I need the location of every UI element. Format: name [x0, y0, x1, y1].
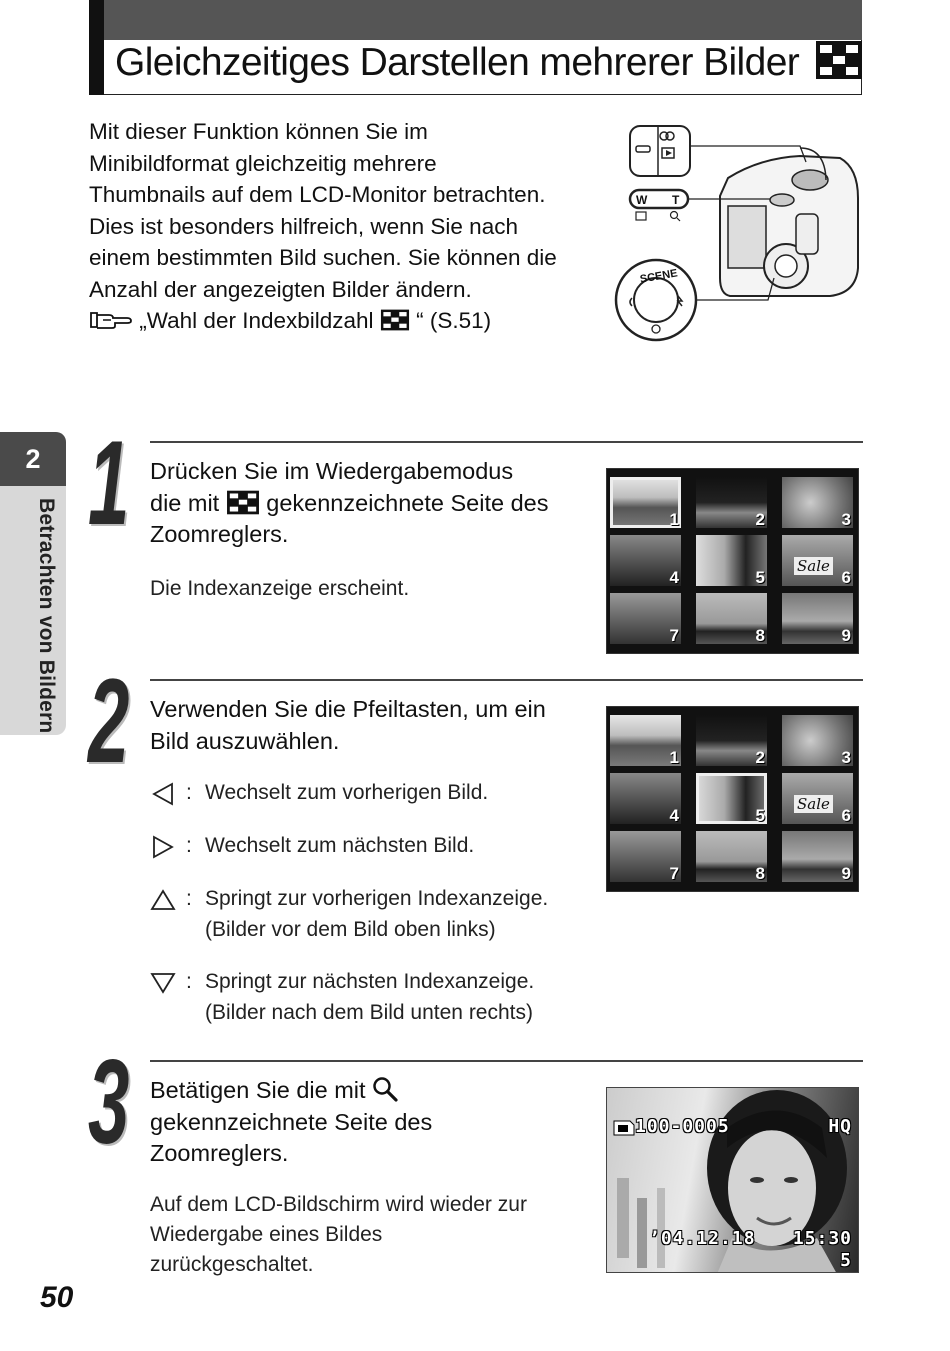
- index-view-icon: [226, 490, 260, 515]
- arrow-instruction: [150, 777, 610, 809]
- index-view-icon: [815, 40, 863, 80]
- thumbnail-number: 5: [755, 568, 765, 586]
- thumbnail-number: 6: [841, 806, 851, 824]
- right-arrow-icon: [150, 835, 176, 859]
- thumbnail-number: 9: [841, 626, 851, 644]
- thumbnail-number: 2: [755, 510, 765, 528]
- step-number: 3: [88, 1035, 130, 1169]
- thumbnail[interactable]: [610, 715, 681, 766]
- thumbnail-number: 4: [669, 568, 679, 586]
- thumbnail[interactable]: [782, 773, 853, 824]
- step-description: Die Indexanzeige erscheint.: [150, 577, 410, 600]
- separator: :: [186, 887, 192, 910]
- arrow-instruction-main: Springt zur nächsten Indexanzeige.: [205, 970, 535, 993]
- intro-text: [89, 116, 609, 337]
- image-quality-icon: [613, 1120, 635, 1136]
- intro-line: Anzahl der angezeigten Bilder ändern.: [89, 276, 472, 302]
- sale-sign-text: Sale: [794, 795, 833, 813]
- thumbnail-number: 1: [669, 748, 679, 766]
- thumbnail[interactable]: [696, 477, 767, 528]
- thumbnail-number: 5: [755, 806, 765, 824]
- thumbnail[interactable]: [782, 831, 853, 882]
- intro-line: Minibildformat gleichzeitig mehrere: [89, 150, 437, 176]
- thumbnail-number: 3: [841, 748, 851, 766]
- thumbnail-number: 9: [841, 864, 851, 882]
- step-heading-text: gekennzeichnete Seite des: [266, 489, 549, 516]
- thumbnail[interactable]: [696, 773, 767, 824]
- left-arrow-icon: [150, 782, 176, 806]
- thumbnail[interactable]: [782, 593, 853, 644]
- zoom-t-label: T: [672, 193, 680, 207]
- step-description: [150, 1190, 590, 1280]
- thumbnail-number: 7: [669, 864, 679, 882]
- step-heading-line: Drücken Sie im Wiedergabemodus: [150, 458, 514, 484]
- step-heading-line: Zoomreglers.: [150, 521, 289, 547]
- thumbnail[interactable]: [610, 773, 681, 824]
- thumbnail[interactable]: [696, 593, 767, 644]
- zoom-w-label: W: [636, 193, 648, 207]
- step-number: 2: [88, 654, 130, 788]
- thumbnail-number: 2: [755, 748, 765, 766]
- up-arrow-icon: [150, 888, 176, 912]
- step-heading: [150, 694, 595, 757]
- chapter-number: 2: [0, 432, 66, 486]
- thumbnail[interactable]: [696, 715, 767, 766]
- thumbnail[interactable]: [610, 593, 681, 644]
- arrow-instruction: [150, 830, 610, 862]
- index-screen: [606, 468, 859, 654]
- arrow-instruction-note: (Bilder nach dem Bild unten rechts): [205, 1001, 533, 1024]
- arrow-instruction-note: (Bilder vor dem Bild oben links): [205, 918, 496, 941]
- arrow-instruction-text: [205, 883, 625, 945]
- page-number: 50: [40, 1281, 74, 1314]
- thumbnail[interactable]: [610, 831, 681, 882]
- single-image-screen: [606, 1087, 859, 1273]
- thumbnail[interactable]: [782, 477, 853, 528]
- intro-line: einem bestimmten Bild suchen. Sie können die: [89, 245, 557, 270]
- thumbnail-number: 6: [841, 568, 851, 586]
- quality-mode: HQ: [828, 1116, 852, 1137]
- step-heading-line: Verwenden Sie die Pfeiltasten, um ein: [150, 696, 546, 722]
- step-description-line: zurückgeschaltet.: [150, 1253, 314, 1276]
- separator: :: [186, 970, 192, 993]
- page-title-text: Gleichzeitiges Darstellen mehrerer Bilder: [115, 41, 800, 84]
- recording-date: ’04.12.18: [649, 1228, 756, 1249]
- thumbnail[interactable]: [782, 535, 853, 586]
- step-divider: [150, 679, 863, 681]
- page-title: [115, 40, 863, 86]
- step-heading: [150, 1075, 595, 1170]
- step-number: 1: [88, 416, 130, 550]
- step-heading-line: [150, 1075, 595, 1107]
- thumbnail-number: 7: [669, 626, 679, 644]
- arrow-instruction-text: [205, 966, 625, 1028]
- index-screen: [606, 706, 859, 892]
- arrow-instruction: [150, 883, 610, 945]
- separator: :: [186, 781, 192, 804]
- thumbnail[interactable]: [696, 535, 767, 586]
- page-reference[interactable]: [89, 305, 609, 337]
- arrow-instruction-text: Wechselt zum vorherigen Bild.: [205, 781, 489, 804]
- thumbnail[interactable]: [610, 477, 681, 528]
- thumbnail[interactable]: [782, 715, 853, 766]
- thumbnail-number: 8: [755, 626, 765, 644]
- thumbnail[interactable]: [696, 831, 767, 882]
- arrow-instruction-text: Wechselt zum nächsten Bild.: [205, 834, 475, 857]
- thumbnail-number: 3: [841, 510, 851, 528]
- sale-sign-text: Sale: [794, 557, 833, 575]
- step-heading-line: Bild auszuwählen.: [150, 727, 340, 754]
- chapter-label: Betrachten von Bildern: [35, 498, 58, 734]
- arrow-instruction: [150, 966, 610, 1028]
- step-heading-line: [150, 488, 595, 520]
- thumbnail-number: 4: [669, 806, 679, 824]
- title-left-bar: [89, 0, 104, 95]
- file-number: 100-0005: [635, 1116, 730, 1137]
- reference-text: „Wahl der Indexbildzahl: [139, 308, 374, 333]
- intro-line: Thumbnails auf dem LCD-Monitor betrachten.: [89, 182, 546, 207]
- title-top-bar: [89, 0, 862, 40]
- step-heading-text: die mit: [150, 489, 220, 516]
- down-arrow-icon: [150, 971, 176, 995]
- step-description-line: Auf dem LCD-Bildschirm wird wieder zur: [150, 1193, 527, 1216]
- thumbnail-number: 8: [755, 864, 765, 882]
- pointing-hand-icon: [89, 309, 133, 331]
- reference-page: “ (S.51): [416, 308, 492, 333]
- arrow-instruction-main: Springt zur vorherigen Indexanzeige.: [205, 887, 549, 910]
- step-divider: [150, 1060, 863, 1062]
- magnifier-icon: [372, 1076, 398, 1102]
- frame-number: 5: [840, 1250, 852, 1271]
- step-divider: [150, 441, 863, 443]
- dial-scene-label: SCENE: [639, 267, 679, 286]
- intro-line: Dies ist besonders hilfreich, wenn Sie nach: [89, 213, 518, 239]
- camera-diagram: [600, 118, 862, 348]
- step-description-line: Wiedergabe eines Bildes: [150, 1223, 383, 1246]
- step-heading-text: Betätigen Sie die mit: [150, 1077, 366, 1103]
- step-heading-line: gekennzeichnete Seite des: [150, 1108, 433, 1135]
- separator: :: [186, 834, 192, 857]
- thumbnail[interactable]: [610, 535, 681, 586]
- recording-time: 15:30: [792, 1228, 852, 1249]
- index-view-icon: [380, 309, 410, 331]
- intro-line: Mit dieser Funktion können Sie im: [89, 119, 428, 144]
- step-heading-line: Zoomreglers.: [150, 1140, 289, 1166]
- step-heading: [150, 456, 595, 551]
- thumbnail-number: 1: [669, 510, 679, 528]
